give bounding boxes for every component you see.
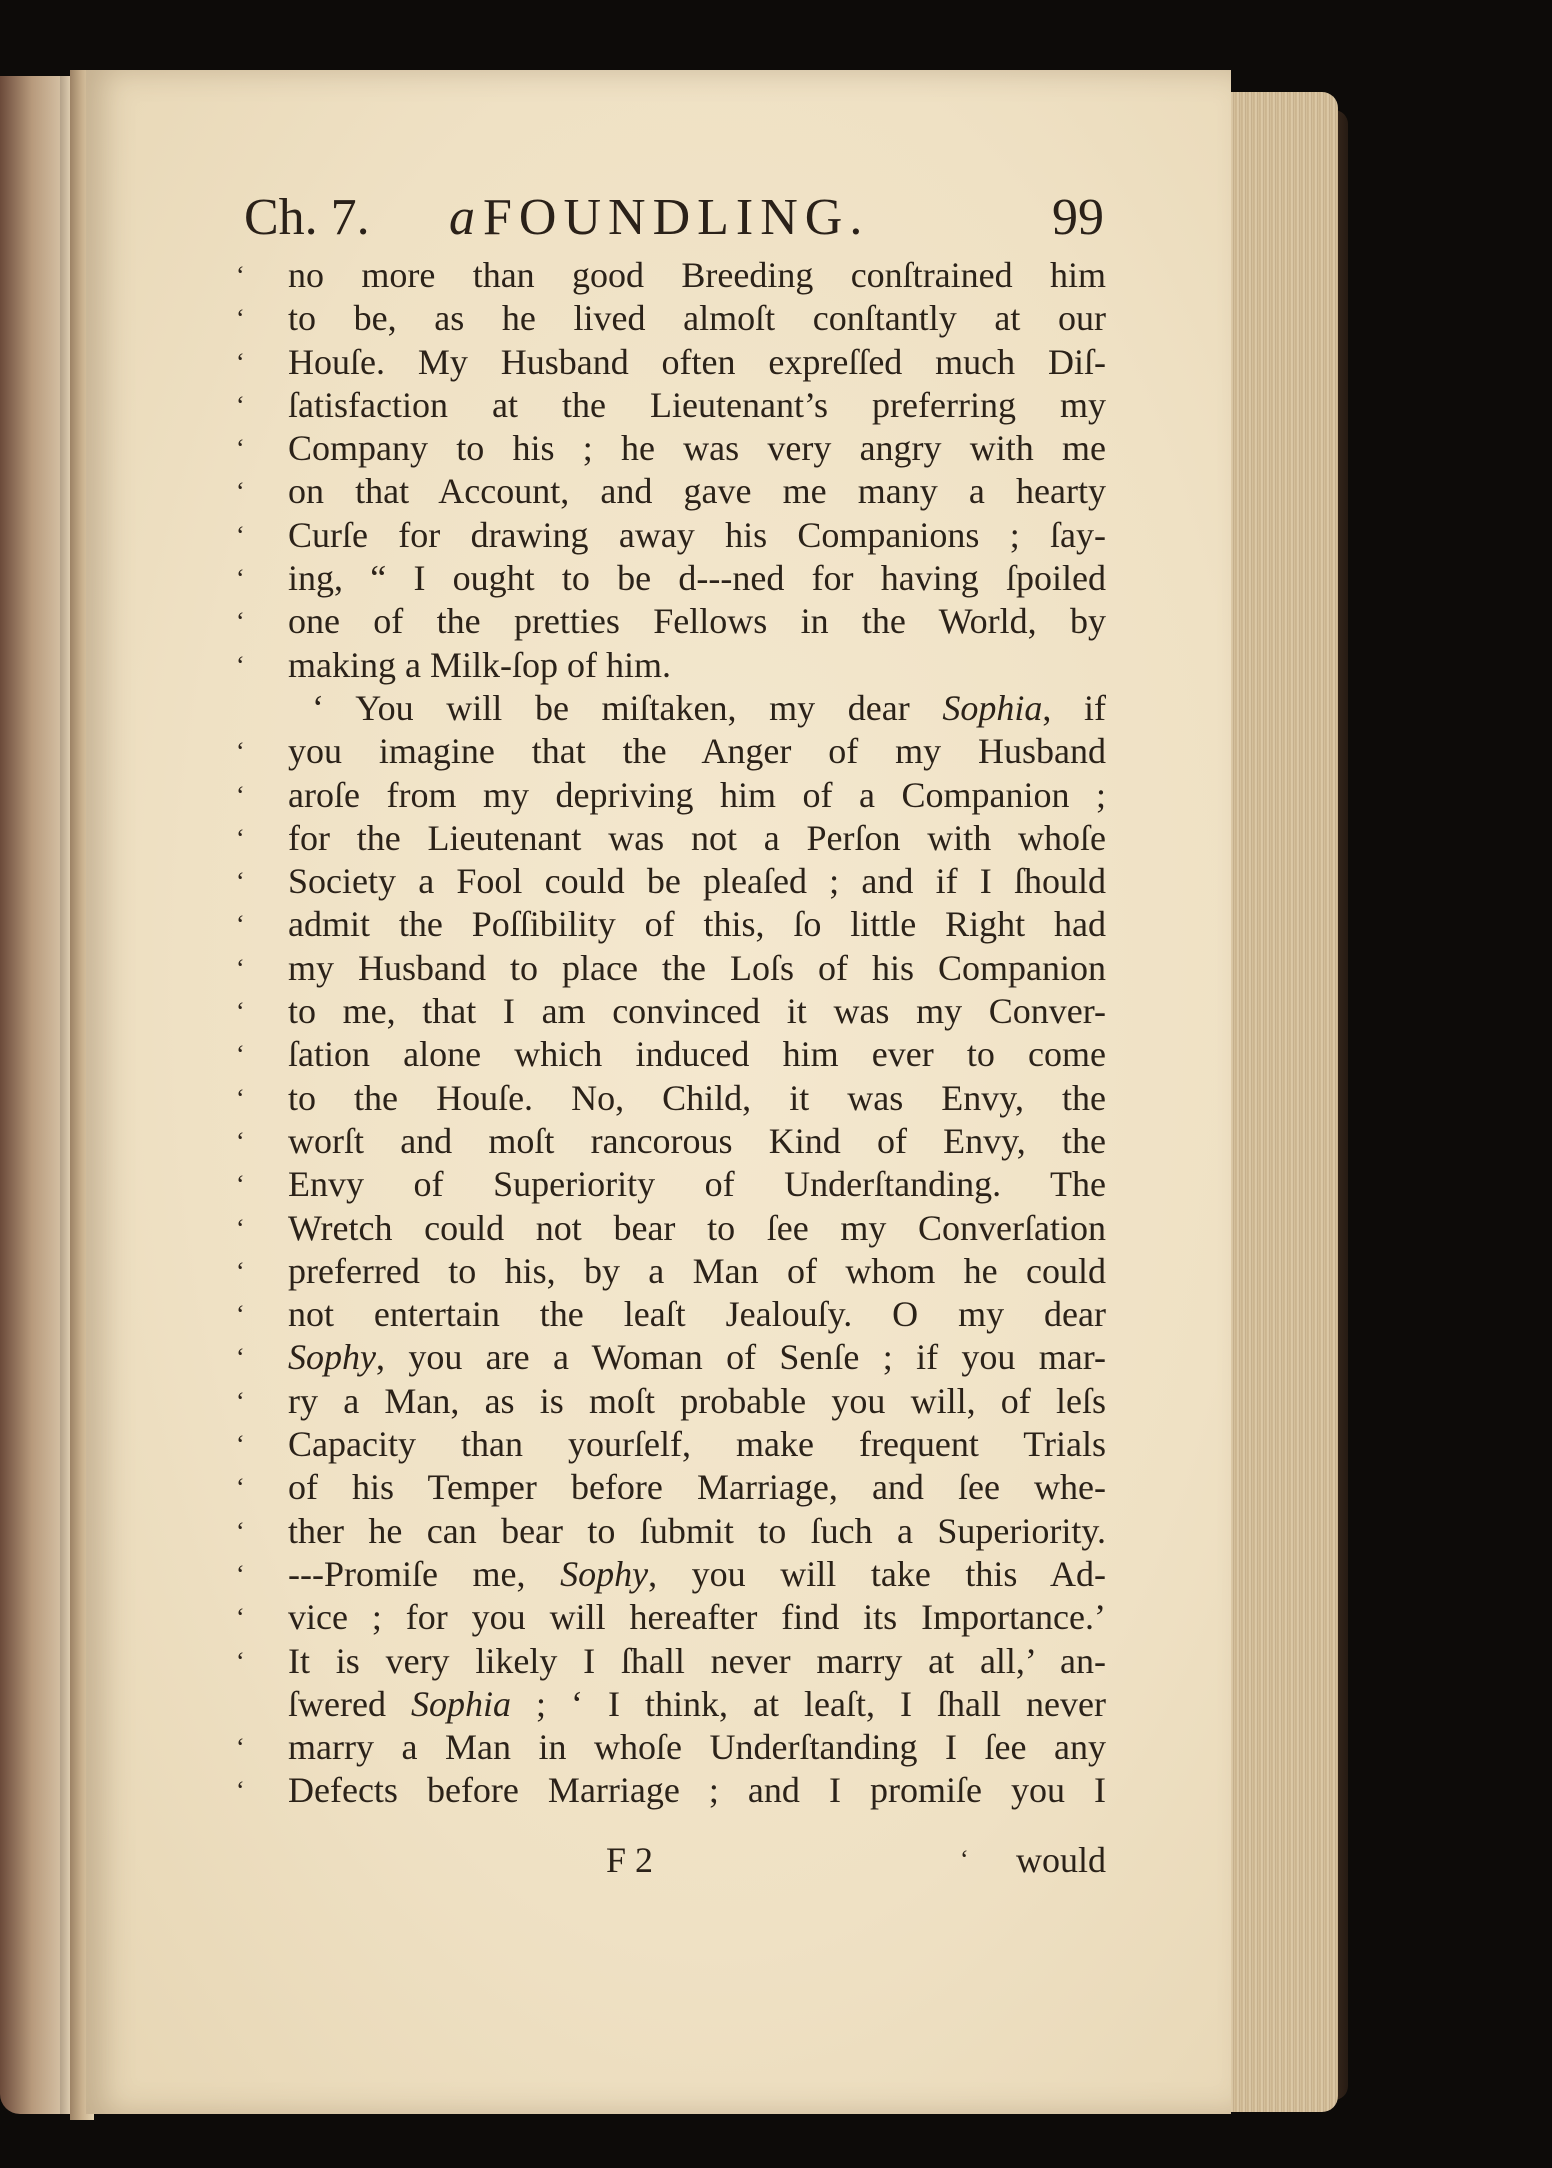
line-quote-mark: ‘ (236, 1516, 245, 1546)
chapter-label: Ch. 7. (244, 189, 370, 246)
text-line (236, 384, 1106, 427)
text-line (236, 817, 1106, 860)
line-quote-mark: ‘ (236, 347, 245, 377)
running-header (244, 183, 1104, 253)
text-line (236, 1033, 1106, 1076)
text-line (236, 470, 1106, 513)
text-line (236, 1466, 1106, 1509)
line-quote-mark: ‘ (236, 1603, 245, 1633)
line-text: to the Houſe. No, Child, it was Envy, the (288, 1077, 1106, 1118)
line-text: admit the Poſſibility of this, ſo little Right had (288, 904, 1106, 945)
line-quote-mark: ‘ (236, 953, 245, 983)
line-text: making a Milk-ſop of him. (288, 644, 671, 685)
text-line (236, 903, 1106, 946)
line-quote-mark: ‘ (236, 737, 245, 767)
text-line (236, 687, 1106, 730)
text-line (236, 1250, 1106, 1293)
text-line (236, 1769, 1106, 1812)
text-line (236, 1120, 1106, 1163)
line-text: my Husband to place the Loſs of his Companion (288, 947, 1106, 988)
text-line (236, 514, 1106, 557)
text-line (236, 774, 1106, 817)
line-quote-mark: ‘ (236, 1126, 245, 1156)
line-text: ‘ You will be miſtaken, my dear Sophia, if (312, 687, 1106, 728)
line-text: one of the pretties Fellows in the World, by (288, 601, 1106, 642)
line-text: Company to his ; he was very angry with me (288, 428, 1106, 469)
line-quote-mark: ‘ (236, 1170, 245, 1200)
text-line (236, 254, 1106, 297)
text-line (236, 557, 1106, 600)
line-quote-mark: ‘ (236, 1559, 245, 1589)
line-text: not entertain the leaſt Jealouſy. O my dear (288, 1294, 1106, 1335)
line-quote-mark: ‘ (236, 1646, 245, 1676)
line-quote-mark: ‘ (236, 1386, 245, 1416)
line-text: Wretch could not bear to ſee my Converſation (288, 1207, 1106, 1248)
text-line (236, 297, 1106, 340)
line-text: ing, “ I ought to be d---ned for having ſpoiled (288, 558, 1106, 599)
line-quote-mark: ‘ (236, 390, 245, 420)
text-line (236, 1683, 1106, 1726)
line-text: ſatisfaction at the Lieutenant’s preferring my (288, 384, 1106, 425)
line-quote-mark: ‘ (236, 1776, 245, 1806)
left-page-edge (0, 76, 80, 2114)
line-text: no more than good Breeding conſtrained him (288, 255, 1106, 295)
line-text: vice ; for you will hereafter find its Importance.’ (288, 1597, 1106, 1638)
text-line (236, 1163, 1106, 1206)
line-quote-mark: ‘ (236, 520, 245, 550)
line-quote-mark: ‘ (236, 477, 245, 507)
line-quote-mark: ‘ (236, 1343, 245, 1373)
text-line (236, 1640, 1106, 1683)
text-line (236, 427, 1106, 470)
running-title-text: FOUNDLING. (483, 189, 870, 246)
line-quote-mark: ‘ (236, 1430, 245, 1460)
line-text: preferred to his, by a Man of whom he could (288, 1250, 1106, 1291)
line-quote-mark: ‘ (236, 304, 245, 334)
line-quote-mark: ‘ (236, 997, 245, 1027)
line-quote-mark: ‘ (236, 1213, 245, 1243)
catchword: would (1016, 1840, 1106, 1880)
text-line (236, 1726, 1106, 1769)
text-line (236, 1336, 1106, 1379)
text-line (236, 1596, 1106, 1639)
text-line (236, 990, 1106, 1033)
line-text: ſation alone which induced him ever to come (288, 1034, 1106, 1075)
line-text: Houſe. My Husband often expreſſed much Diſ- (288, 341, 1106, 382)
page-footer (236, 1838, 1106, 1882)
line-text: to me, that I am convinced it was my Conver- (288, 991, 1106, 1032)
line-text: to be, as he lived almoſt conſtantly at our (288, 298, 1106, 339)
text-line (236, 644, 1106, 687)
line-text: ry a Man, as is moſt probable you will, of leſs (288, 1380, 1106, 1421)
line-quote-mark: ‘ (236, 261, 245, 290)
text-line (236, 1380, 1106, 1423)
line-text: you imagine that the Anger of my Husband (288, 731, 1106, 772)
signature-mark: F 2 (606, 1840, 654, 1880)
line-quote-mark: ‘ (236, 564, 245, 594)
text-line (236, 1077, 1106, 1120)
body-text (236, 254, 1106, 1813)
line-quote-mark: ‘ (236, 1300, 245, 1330)
line-quote-mark: ‘ (236, 650, 245, 680)
line-quote-mark: ‘ (236, 910, 245, 940)
line-text: Sophy, you are a Woman of Senſe ; if you mar- (288, 1337, 1106, 1378)
line-text: on that Account, and gave me many a hearty (288, 471, 1106, 512)
text-line (236, 1207, 1106, 1250)
text-line (236, 1553, 1106, 1596)
line-quote-mark: ‘ (236, 434, 245, 464)
line-text: worſt and moſt rancorous Kind of Envy, the (288, 1120, 1106, 1161)
line-text: ther he can bear to ſubmit to ſuch a Superiority. (288, 1510, 1106, 1551)
page-fore-edge (1228, 92, 1338, 2112)
line-quote-mark: ‘ (236, 867, 245, 897)
line-text: It is very likely I ſhall never marry at all,’ an- (288, 1640, 1106, 1681)
catchword-quote-mark: ‘ (960, 1845, 969, 1874)
text-line (236, 600, 1106, 643)
line-quote-mark: ‘ (236, 607, 245, 637)
line-text: aroſe from my depriving him of a Companion ; (288, 774, 1106, 815)
line-text: Capacity than yourſelf, make frequent Trials (288, 1424, 1106, 1465)
line-quote-mark: ‘ (236, 1040, 245, 1070)
line-quote-mark: ‘ (236, 1083, 245, 1113)
line-text: ---Promiſe me, Sophy, you will take this Ad- (288, 1553, 1106, 1594)
running-title (449, 183, 869, 253)
text-line (236, 1510, 1106, 1553)
line-text: ſwered Sophia ; ‘ I think, at leaſt, I ſhall never (288, 1683, 1106, 1724)
line-quote-mark: ‘ (236, 1256, 245, 1286)
line-quote-mark: ‘ (236, 1733, 245, 1763)
text-line (236, 341, 1106, 384)
line-text: Curſe for drawing away his Companions ; ſay- (288, 514, 1106, 555)
line-text: Envy of Superiority of Underſtanding. The (288, 1164, 1106, 1205)
line-text: of his Temper before Marriage, and ſee whe- (288, 1467, 1106, 1508)
line-text: marry a Man in whoſe Underſtanding I ſee any (288, 1727, 1106, 1768)
text-line (236, 860, 1106, 903)
text-line (236, 1293, 1106, 1336)
line-quote-mark: ‘ (236, 780, 245, 810)
line-quote-mark: ‘ (236, 1473, 245, 1503)
text-line (236, 1423, 1106, 1466)
page-number: 99 (1052, 189, 1104, 246)
line-quote-mark: ‘ (236, 823, 245, 853)
line-text: Society a Fool could be pleaſed ; and if I ſhould (288, 861, 1106, 902)
line-text: for the Lieutenant was not a Perſon with whoſe (288, 817, 1106, 858)
text-line (236, 730, 1106, 773)
running-title-article: a (449, 189, 475, 246)
line-text: Defects before Marriage ; and I promiſe you I (288, 1770, 1106, 1811)
text-line (236, 947, 1106, 990)
